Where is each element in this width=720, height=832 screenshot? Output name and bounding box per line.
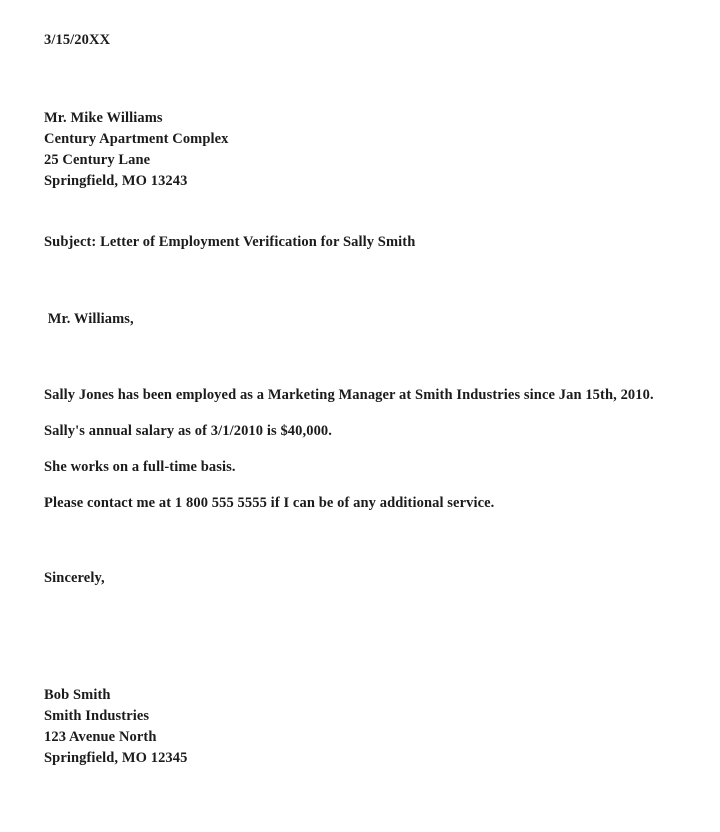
body-paragraph: Sally Jones has been employed as a Marketing Manager at Smith Industries since Jan 15th, 2010. [44,387,654,403]
recipient-street: 25 Century Lane [44,152,151,168]
closing-block [44,568,684,589]
subject-block [44,232,684,253]
closing-salutation: Sincerely, [44,570,105,586]
sender-street: 123 Avenue North [44,729,157,745]
recipient-organization: Century Apartment Complex [44,131,229,147]
salutation: Mr. Williams, [44,311,134,327]
date-block [44,30,684,51]
body-paragraph: Sally's annual salary as of 3/1/2010 is $40,000. [44,423,332,439]
body-paragraph: She works on a full-time basis. [44,459,236,475]
body-paragraph: Please contact me at 1 800 555 5555 if I can be of any additional service. [44,495,495,511]
letter-date: 3/15/20XX [44,32,111,48]
salutation-block [44,309,684,330]
signature-block [44,685,684,769]
subject-line: Subject: Letter of Employment Verification for Sally Smith [44,234,416,250]
sender-organization: Smith Industries [44,708,150,724]
sender-name: Bob Smith [44,687,111,703]
recipient-address-block [44,108,684,192]
recipient-name: Mr. Mike Williams [44,110,163,126]
sender-city-state-zip: Springfield, MO 12345 [44,750,188,766]
recipient-city-state-zip: Springfield, MO 13243 [44,173,188,189]
body-paragraphs [44,385,684,514]
letter-body [44,30,684,769]
